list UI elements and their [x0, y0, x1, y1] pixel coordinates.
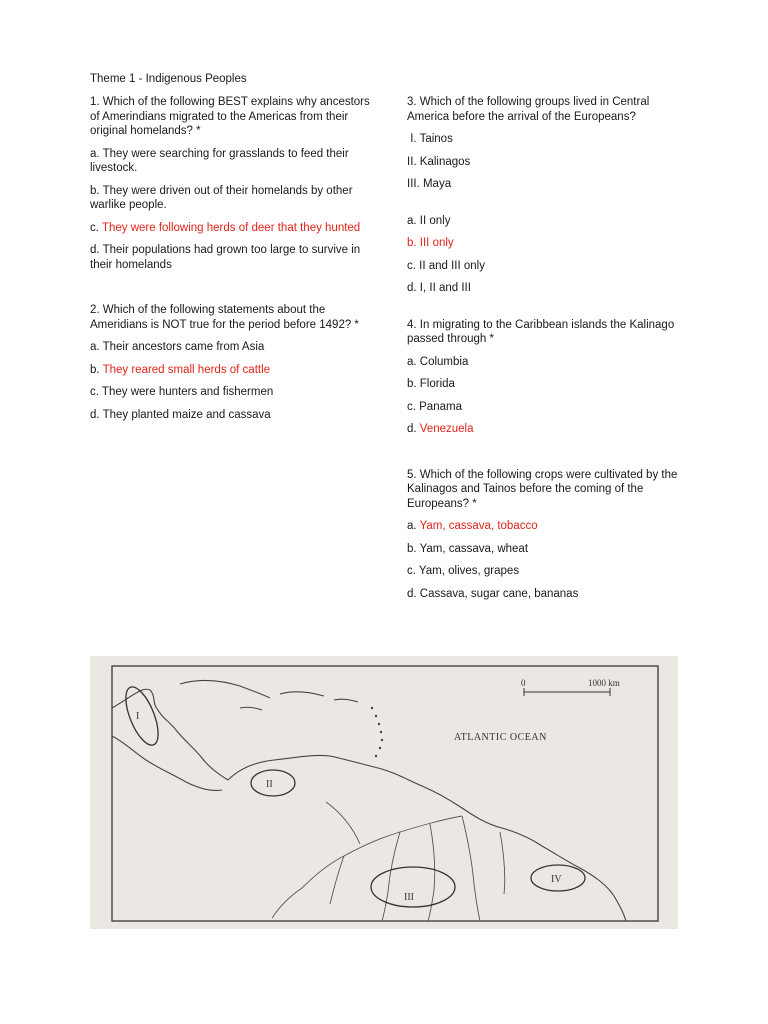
question-3-option-a: a. II only — [407, 214, 451, 227]
scale-label-start: 0 — [521, 678, 526, 688]
question-1-option-d: d. Their populations had grown too large to survive in their homelands — [90, 244, 361, 271]
option-c-letter: c. — [90, 221, 102, 234]
question-3-item-ii: II. Kalinagos — [407, 155, 471, 168]
question-4 — [407, 318, 692, 437]
question-3 — [407, 95, 692, 296]
option-d-letter: d. — [407, 423, 420, 435]
question-4-option-a: a. Columbia — [407, 355, 469, 368]
page-title: Theme 1 - Indigenous Peoples — [90, 73, 247, 85]
region-i-outline — [119, 683, 164, 749]
question-5-option-d: d. Cassava, sugar cane, bananas — [407, 587, 579, 600]
question-3-text: 3. Which of the following groups lived in Central America before the arrival of the Europeans? — [407, 96, 650, 123]
cuba-outline — [180, 680, 270, 698]
correct-answer-text: They reared small herds of cattle — [102, 363, 271, 376]
question-3-item-i: I. Tainos — [407, 133, 453, 145]
ocean-label: ATLANTIC OCEAN — [454, 732, 547, 743]
question-1-option-a: a. They were searching for grasslands to feed their livestock. — [90, 147, 349, 174]
hispaniola-outline — [280, 692, 324, 696]
question-3-option-d: d. I, II and III — [407, 282, 471, 294]
question-5 — [407, 468, 692, 602]
region-i-label: I — [136, 711, 140, 722]
option-a-letter: a. — [407, 520, 420, 532]
question-3-item-iii: III. Maya — [407, 178, 452, 190]
question-2 — [90, 303, 375, 422]
question-1-option-c — [90, 221, 375, 236]
question-4-option-b: b. Florida — [407, 378, 455, 390]
jamaica-outline — [240, 707, 262, 710]
question-2-option-a: a. Their ancestors came from Asia — [90, 341, 265, 353]
question-2-option-d: d. They planted maize and cassava — [90, 408, 271, 421]
region-iii-label: III — [404, 892, 414, 903]
question-4-option-d — [407, 422, 692, 437]
question-4-text: 4. In migrating to the Caribbean islands the Kalinago passed through * — [407, 318, 675, 345]
central-america-coast — [112, 689, 228, 780]
region-iv-label: IV — [551, 874, 562, 885]
question-3-option-c: c. II and III only — [407, 259, 485, 272]
right-column — [407, 95, 692, 609]
question-1-text: 1. Which of the following BEST explains why ancestors of Amerindians migrated to the Americas from their original homelands? * — [90, 96, 370, 137]
map-image — [90, 656, 678, 929]
correct-answer-text: Yam, cassava, tobacco — [419, 520, 538, 532]
map-border — [112, 666, 658, 921]
region-ii-outline — [251, 770, 295, 796]
puerto-rico-outline — [334, 699, 358, 702]
pacific-coast — [112, 736, 222, 791]
region-ii-label: II — [266, 779, 273, 790]
question-5-option-a — [407, 519, 692, 534]
scale-label-end: 1000 km — [588, 678, 620, 688]
question-5-option-b: b. Yam, cassava, wheat — [407, 542, 529, 555]
question-5-option-c: c. Yam, olives, grapes — [407, 565, 520, 577]
correct-answer-text: They were following herds of deer that they hunted — [101, 221, 361, 234]
lesser-antilles — [371, 707, 383, 757]
question-4-option-c: c. Panama — [407, 400, 462, 413]
question-2-option-c: c. They were hunters and fishermen — [90, 386, 274, 398]
map-svg — [90, 656, 678, 929]
question-1 — [90, 95, 375, 272]
question-5-text: 5. Which of the following crops were cultivated by the Kalinagos and Tainos before the coming of the Europeans? * — [407, 468, 678, 510]
option-b-letter: b. — [90, 363, 103, 376]
question-1-option-b: b. They were driven out of their homelands by other warlike people. — [90, 184, 353, 211]
left-column — [90, 95, 375, 430]
south-america-coast — [228, 755, 626, 921]
question-2-option-b — [90, 363, 375, 378]
question-3-option-b: b. III only — [407, 237, 454, 249]
question-2-text: 2. Which of the following statements about the Ameridians is NOT true for the period before 1492? * — [90, 304, 359, 331]
correct-answer-text: Venezuela — [419, 423, 474, 435]
